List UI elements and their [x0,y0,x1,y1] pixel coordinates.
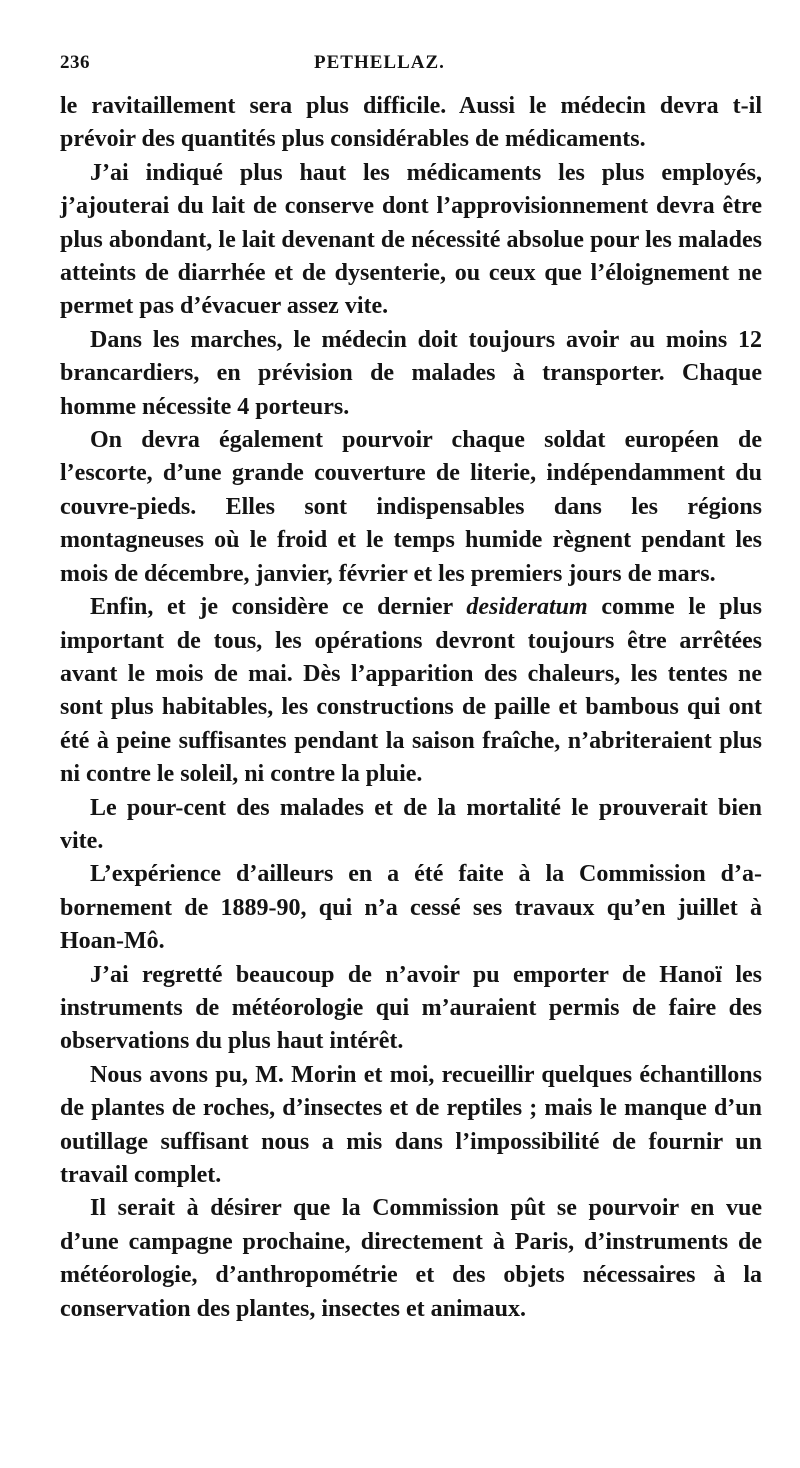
paragraph-experience: L’expérience d’ailleurs en a été faite à la Commission d’abornement de 1889-90, qui n’a cessé ses travaux qu’en juillet à Hoan-Mô. [60,861,762,955]
paragraph-desideratum [60,591,762,791]
paragraph-desideratum-start: Enfin, et je considère ce dernier [90,594,467,621]
paragraph-ravitaillement: le ravitaillement sera plus difficile. Aussi le médecin devra t-il prévoir des quantités plus considérables de médicaments. [60,93,762,153]
body-text [60,90,762,1326]
desideratum-emphasis: desideratum [466,594,588,621]
paragraph-commission: Il serait à désirer que la Commission pût se pourvoir en vue d’une campagne prochaine, directement à Paris, d’instruments de météorologie, d’anthropométrie et des objets nécessaires à la conservation des plantes, insectes et animaux. [60,1195,762,1322]
paragraph-mortalite: Le pour-cent des malades et de la mortalité le prouverait bien vite. [60,794,762,854]
paragraph-echantillons: Nous avons pu, M. Morin et moi, recueillir quelques échantillons de plantes de roches, d’insectes et de reptiles ; mais le manque d’un outillage suffisant nous a mis dans l’impossibilité de fournir un travail complet. [60,1061,762,1188]
paragraph-desideratum-end: comme le plus important de tous, les opérations devront toujours être arrêtées avant le mois de mai. Dès l’apparition des chaleurs, les tentes ne sont plus habitables, les constructions de paille et bambous qui ont été à peine suffisantes pendant la saison fraîche, n’abriteraient plus ni contre le soleil, ni contre la pluie. [60,594,763,788]
paragraph-medicaments: J’ai indiqué plus haut les médicaments les plus employés, j’ajouterai du lait de conserve dont l’approvisionnement devra être plus abondant, le lait devenant de nécessité absolue pour les malades atteints de diarrhée et de dysenterie, ou ceux que l’éloignement ne permet pas d’évacuer assez vite. [60,159,762,320]
paragraph-couverture: On devra également pourvoir chaque soldat européen de l’escorte, d’une grande couverture de literie, indépendamment du couvre-pieds. Elles sont indispensables dans les régions montagneuses où le froid et le temps humide règnent pendant les mois de décembre, janvier, février et les premiers jours de mars. [60,427,762,587]
page-header [60,52,762,90]
running-head: PETHELLAZ. [314,52,445,73]
paragraph-brancardiers: Dans les marches, le médecin doit toujours avoir au moins 12 brancardiers, en prévision de malades à transporter. Chaque homme nécessite 4 porteurs. [60,326,762,420]
book-page [60,52,762,1326]
paragraph-meteorologie: J’ai regretté beaucoup de n’avoir pu emporter de Hanoï les instruments de météorologie qui m’auraient permis de faire des observations du plus haut intérêt. [60,961,762,1055]
page-number: 236 [60,52,90,73]
